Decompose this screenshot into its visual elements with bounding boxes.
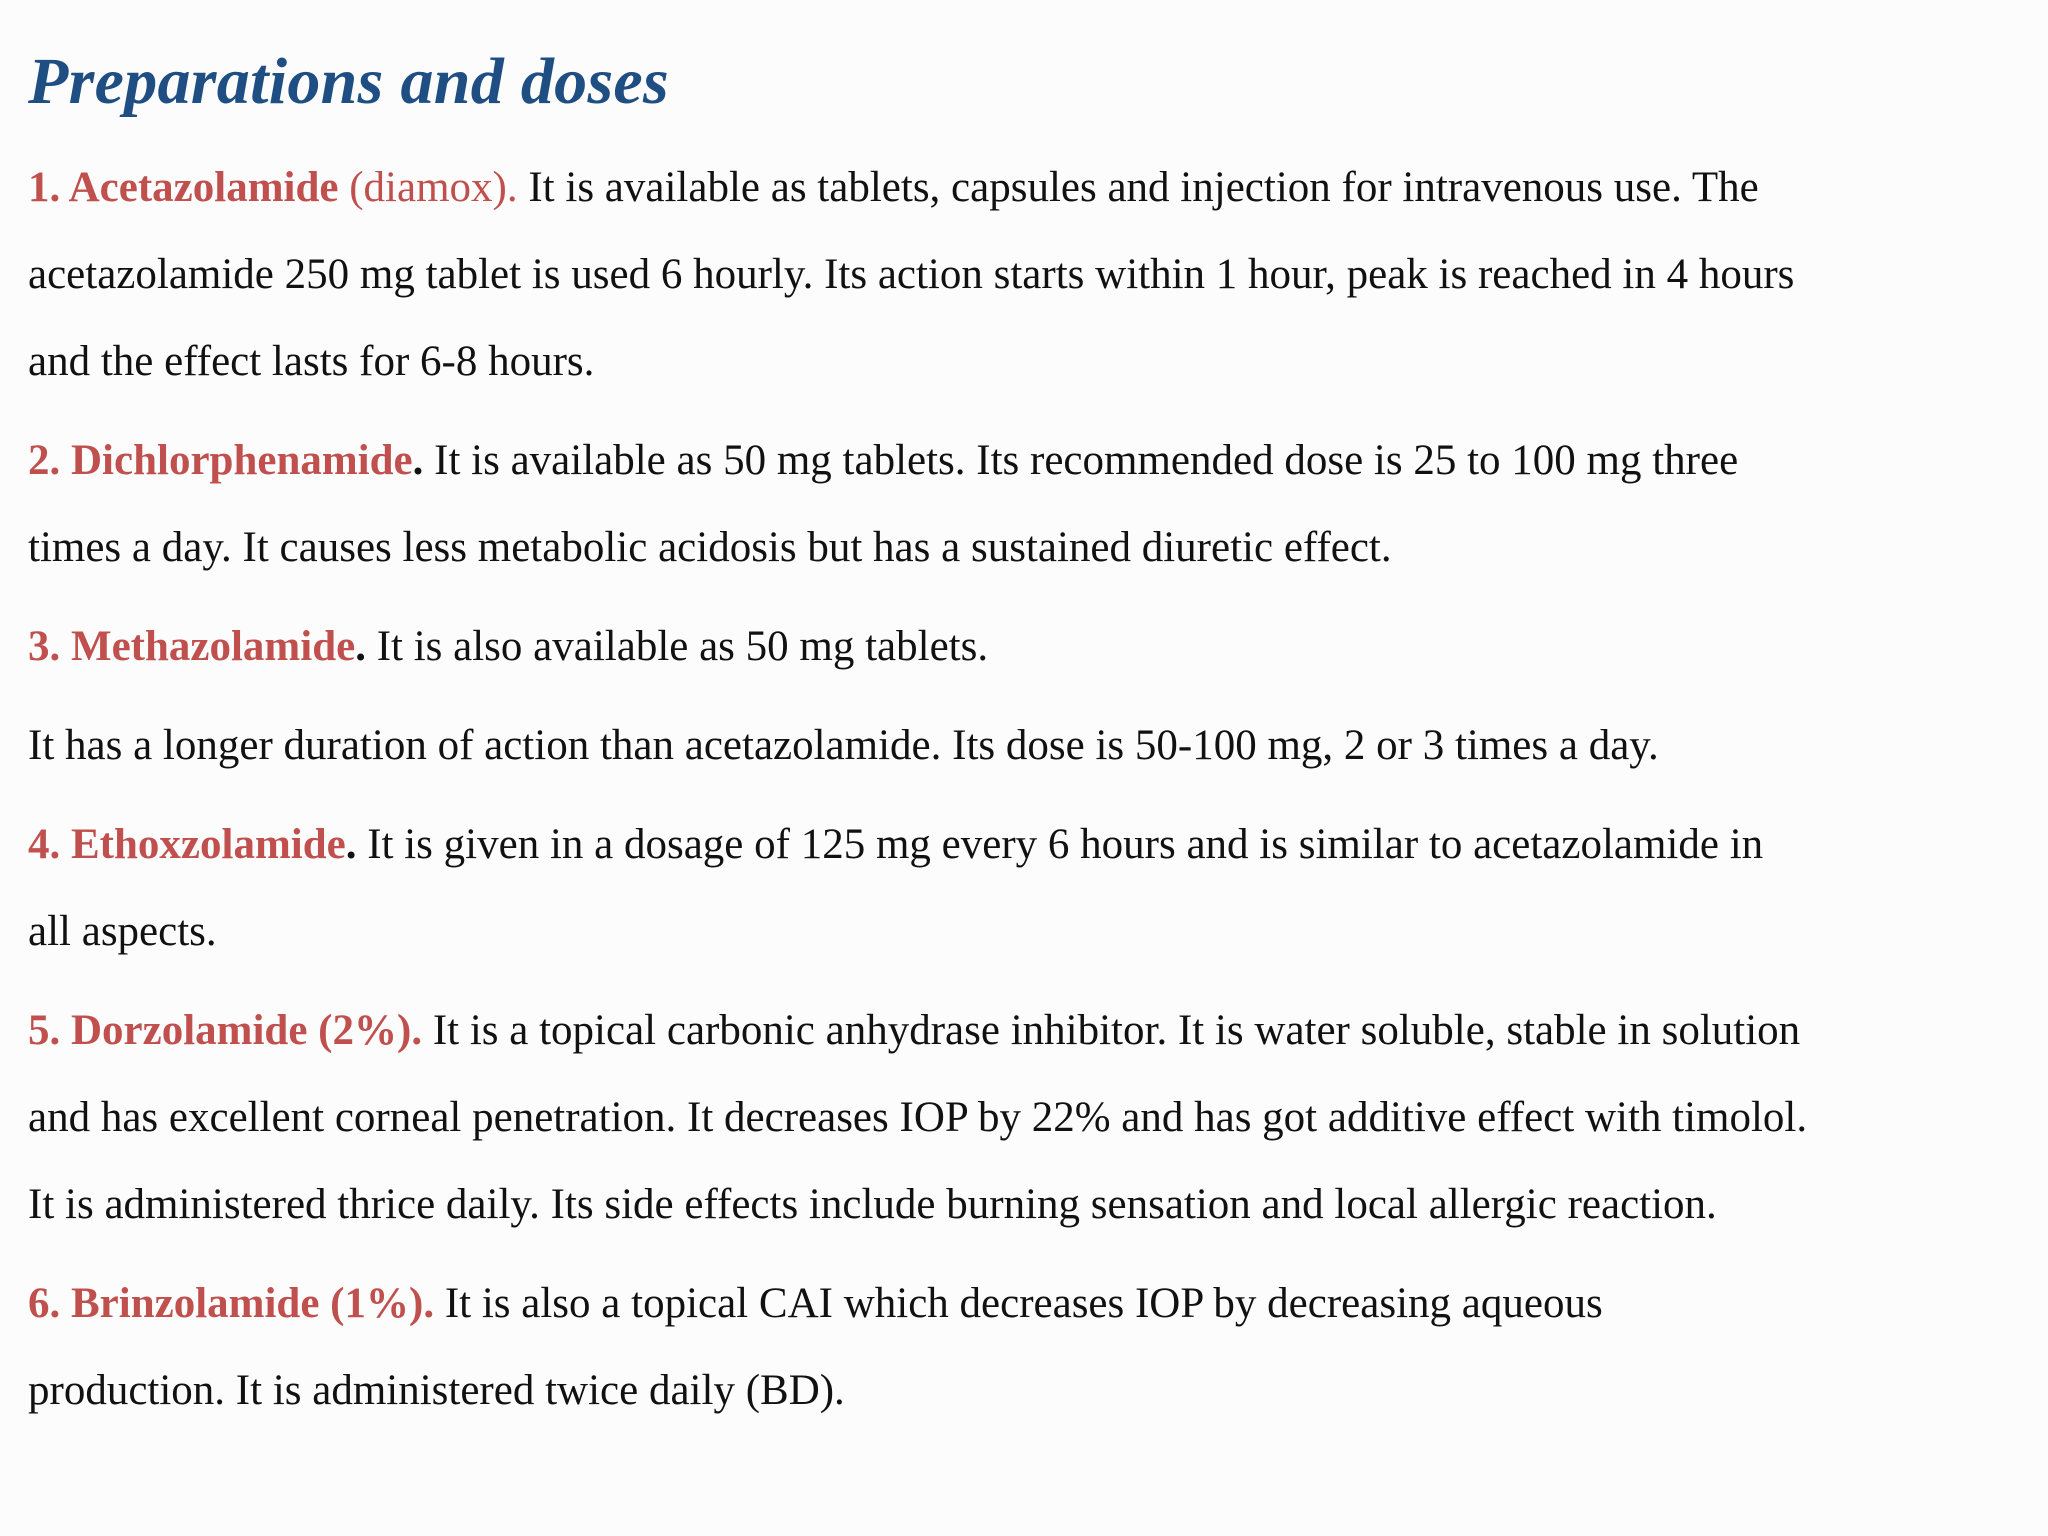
body-text: It is available as 50 mg tablets. Its recommended dose is 25 to 100 mg three bbox=[423, 437, 1739, 484]
text-line: times a day. It causes less metabolic acidosis but has a sustained diuretic effect. bbox=[28, 524, 1392, 571]
section-heading: Preparations and doses bbox=[28, 45, 670, 118]
text-line bbox=[28, 1260, 2020, 1347]
paragraph-methazolamide bbox=[28, 603, 2020, 690]
term-period: . bbox=[412, 437, 424, 484]
text-line: It has a longer duration of action than acetazolamide. Its dose is 50-100 mg, 2 or 3 times a day. bbox=[28, 722, 1659, 769]
text-line bbox=[28, 144, 2020, 231]
text-line: acetazolamide 250 mg tablet is used 6 hourly. Its action starts within 1 hour, peak is reached in 4 hours bbox=[28, 251, 1795, 298]
text-line bbox=[28, 801, 2020, 888]
drug-term: 4. Ethoxzolamide bbox=[28, 821, 346, 868]
paragraph-brinzolamide bbox=[28, 1260, 2020, 1434]
paragraph-dichlorphenamide bbox=[28, 417, 2020, 591]
drug-term: 1. Acetazolamide bbox=[28, 164, 339, 211]
text-line: production. It is administered twice daily (BD). bbox=[28, 1367, 845, 1414]
body-text: It is given in a dosage of 125 mg every 6 hours and is similar to acetazolamide in bbox=[356, 821, 1764, 868]
drug-term: 2. Dichlorphenamide bbox=[28, 437, 413, 484]
text-line bbox=[28, 417, 2020, 504]
body-text: It is also a topical CAI which decreases IOP by decreasing aqueous bbox=[434, 1280, 1603, 1327]
drug-term: 6. Brinzolamide (1%). bbox=[28, 1280, 435, 1327]
body-text: It is also available as 50 mg tablets. bbox=[365, 623, 989, 670]
paragraph-acetazolamide bbox=[28, 144, 2020, 405]
body-text: It is available as tablets, capsules and injection for intravenous use. The bbox=[517, 164, 1759, 211]
text-line: all aspects. bbox=[28, 908, 217, 955]
term-period: . bbox=[345, 821, 357, 868]
drug-term-note: (diamox). bbox=[338, 164, 518, 211]
body-text: It is a topical carbonic anhydrase inhibitor. It is water soluble, stable in solution bbox=[422, 1007, 1801, 1054]
paragraph-methazolamide-continued bbox=[28, 702, 2020, 789]
paragraph-ethoxzolamide bbox=[28, 801, 2020, 975]
drug-term: 5. Dorzolamide (2%). bbox=[28, 1007, 423, 1054]
text-line: It is administered thrice daily. Its side effects include burning sensation and local allergic reaction. bbox=[28, 1181, 1717, 1228]
paragraph-dorzolamide bbox=[28, 987, 2020, 1248]
text-line: and has excellent corneal penetration. It decreases IOP by 22% and has got additive effect with timolol. bbox=[28, 1094, 1808, 1141]
drug-term: 3. Methazolamide bbox=[28, 623, 356, 670]
term-period: . bbox=[355, 623, 366, 670]
text-line bbox=[28, 603, 2020, 690]
text-line bbox=[28, 987, 2020, 1074]
text-line: and the effect lasts for 6-8 hours. bbox=[28, 338, 595, 385]
